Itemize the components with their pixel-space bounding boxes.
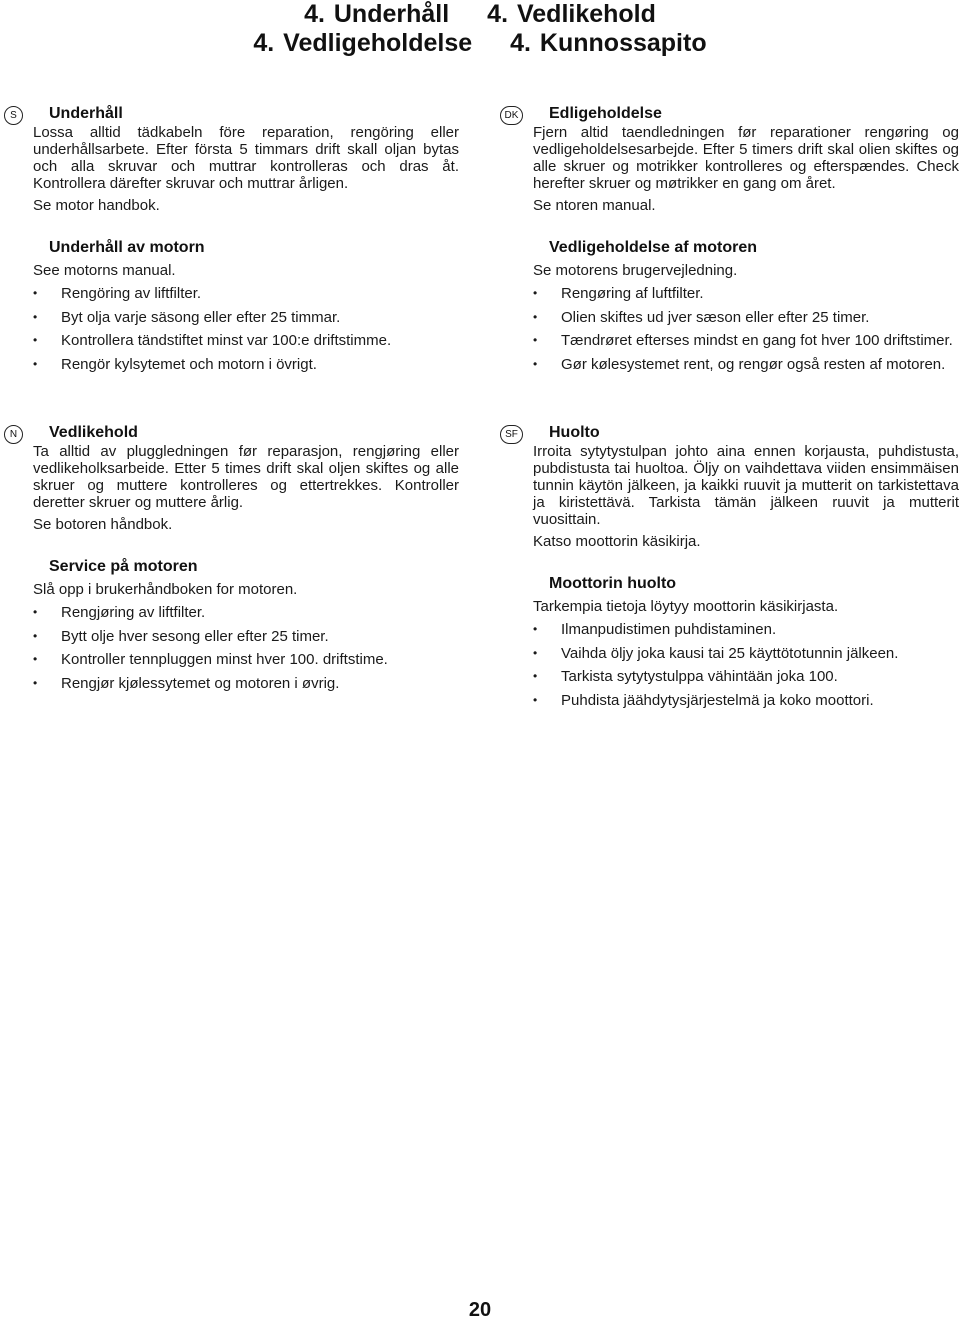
subsection-intro: Se motorens brugervejledning.	[533, 262, 738, 279]
lang-badge-sf: SF	[500, 425, 523, 444]
maintenance-list	[33, 601, 459, 695]
section-finnish	[505, 423, 959, 712]
maintenance-list	[533, 618, 959, 712]
section-title: Vedlikehold	[49, 424, 138, 441]
section-title: Edligeholdelse	[549, 105, 662, 122]
page-number: 20	[468, 1299, 492, 1321]
section-title: Huolto	[549, 424, 600, 441]
section-note: Se ntoren manual.	[533, 197, 656, 214]
section-note: Se motor handbok.	[33, 197, 160, 214]
page-title	[0, 0, 960, 58]
lang-badge-s: S	[4, 106, 23, 125]
list-item: • Vaihda öljy joka kausi tai 25 käyttötotunnin jälkeen.	[533, 642, 959, 666]
list-item: • Kontroller tennpluggen minst hver 100. driftstime.	[33, 648, 459, 672]
title-vedlikehold: 4. Vedlikehold	[487, 0, 656, 28]
list-item: • Puhdista jäähdytysjärjestelmä ja koko moottori.	[533, 689, 959, 713]
lang-badge-dk: DK	[500, 106, 523, 125]
maintenance-list	[533, 282, 959, 376]
section-body: Ta alltid av pluggledningen før reparasjon, rengjøring eller vedlikeholksarbeide. Etter 5 times drift skal oljen skiftes og alle skruer og muttere kontrolleres og ettertrekkes. Kontroller deretter skruer og muttere årlig.	[33, 443, 459, 511]
subsection-title: Vedligeholdelse af motoren	[549, 239, 758, 256]
list-item: • Rengör kylsytemet och motorn i övrigt.	[33, 353, 459, 377]
section-danish	[504, 104, 959, 376]
list-item: • Rengöring av liftfilter.	[33, 282, 459, 306]
section-swedish	[10, 104, 459, 376]
section-body: Lossa alltid tädkabeln före reparation, rengöring eller underhållsarbete. Efter första 5 timmars drift skall oljan bytas och alla skruvar och muttrar kontrolleras och dras åt. Kontrollera därefter skruvar och muttrar årligen.	[33, 124, 459, 192]
list-item: • Ilmanpudistimen puhdistaminen.	[533, 618, 959, 642]
list-item: • Byt olja varje säsong eller efter 25 timmar.	[33, 306, 459, 330]
subsection-title: Underhåll av motorn	[49, 239, 205, 256]
section-title: Underhåll	[49, 105, 123, 122]
list-item: • Rengøring af luftfilter.	[533, 282, 959, 306]
section-note: Katso moottorin käsikirja.	[533, 533, 701, 550]
subsection-intro: Tarkempia tietoja löytyy moottorin käsikirjasta.	[533, 598, 839, 615]
lang-badge-n: N	[4, 425, 23, 444]
section-note: Se botoren håndbok.	[33, 516, 173, 533]
section-body: Irroita sytytystulpan johto aina ennen korjausta, puhdistusta, pubdistusta tai huoltoa. Öljy on vaihdettava viiden ensimmäisen tunnin käytön jälkeen, ja kaikki ruuvit ja mutterit on tarkistettava ja kiristettävä. Tarkista tämän jälkeen ruuvit ja mutterit vuosittain.	[533, 443, 959, 528]
list-item: • Tændrøret efterses mindst en gang fot hver 100 driftstimer.	[533, 329, 959, 353]
list-item: • Bytt olje hver sesong eller efter 25 timer.	[33, 625, 459, 649]
title-vedligeholdelse: 4. Vedligeholdelse	[253, 29, 473, 57]
list-item: • Tarkista sytytystulppa vähintään joka 100.	[533, 665, 959, 689]
section-body: Fjern altid taendledningen før reparationer rengøring og vedligeholdelsesarbejde. Efter 5 timers drift skal olien skiftes og alle skruer og motrikker kontrolleres og efterspændes. Check herefter skruer og møtrikker en gang om året.	[533, 124, 959, 192]
subsection-intro: See motorns manual.	[33, 262, 176, 279]
list-item: • Kontrollera tändstiftet minst var 100:e driftstimme.	[33, 329, 459, 353]
subsection-intro: Slå opp i brukerhåndboken for motoren.	[33, 581, 298, 598]
subsection-title: Moottorin huolto	[549, 575, 677, 592]
maintenance-list	[33, 282, 459, 376]
list-item: • Rengjør kjølessytemet og motoren i øvrig.	[33, 672, 459, 696]
section-norwegian	[9, 423, 459, 695]
list-item: • Rengjøring av liftfilter.	[33, 601, 459, 625]
title-kunnossapito: 4. Kunnossapito	[510, 29, 707, 57]
list-item: • Gør kølesystemet rent, og rengør også resten af motoren.	[533, 353, 959, 377]
title-underhall: 4. Underhåll	[304, 0, 450, 28]
list-item: • Olien skiftes ud jver sæson eller efter 25 timer.	[533, 306, 959, 330]
subsection-title: Service på motoren	[49, 558, 198, 575]
